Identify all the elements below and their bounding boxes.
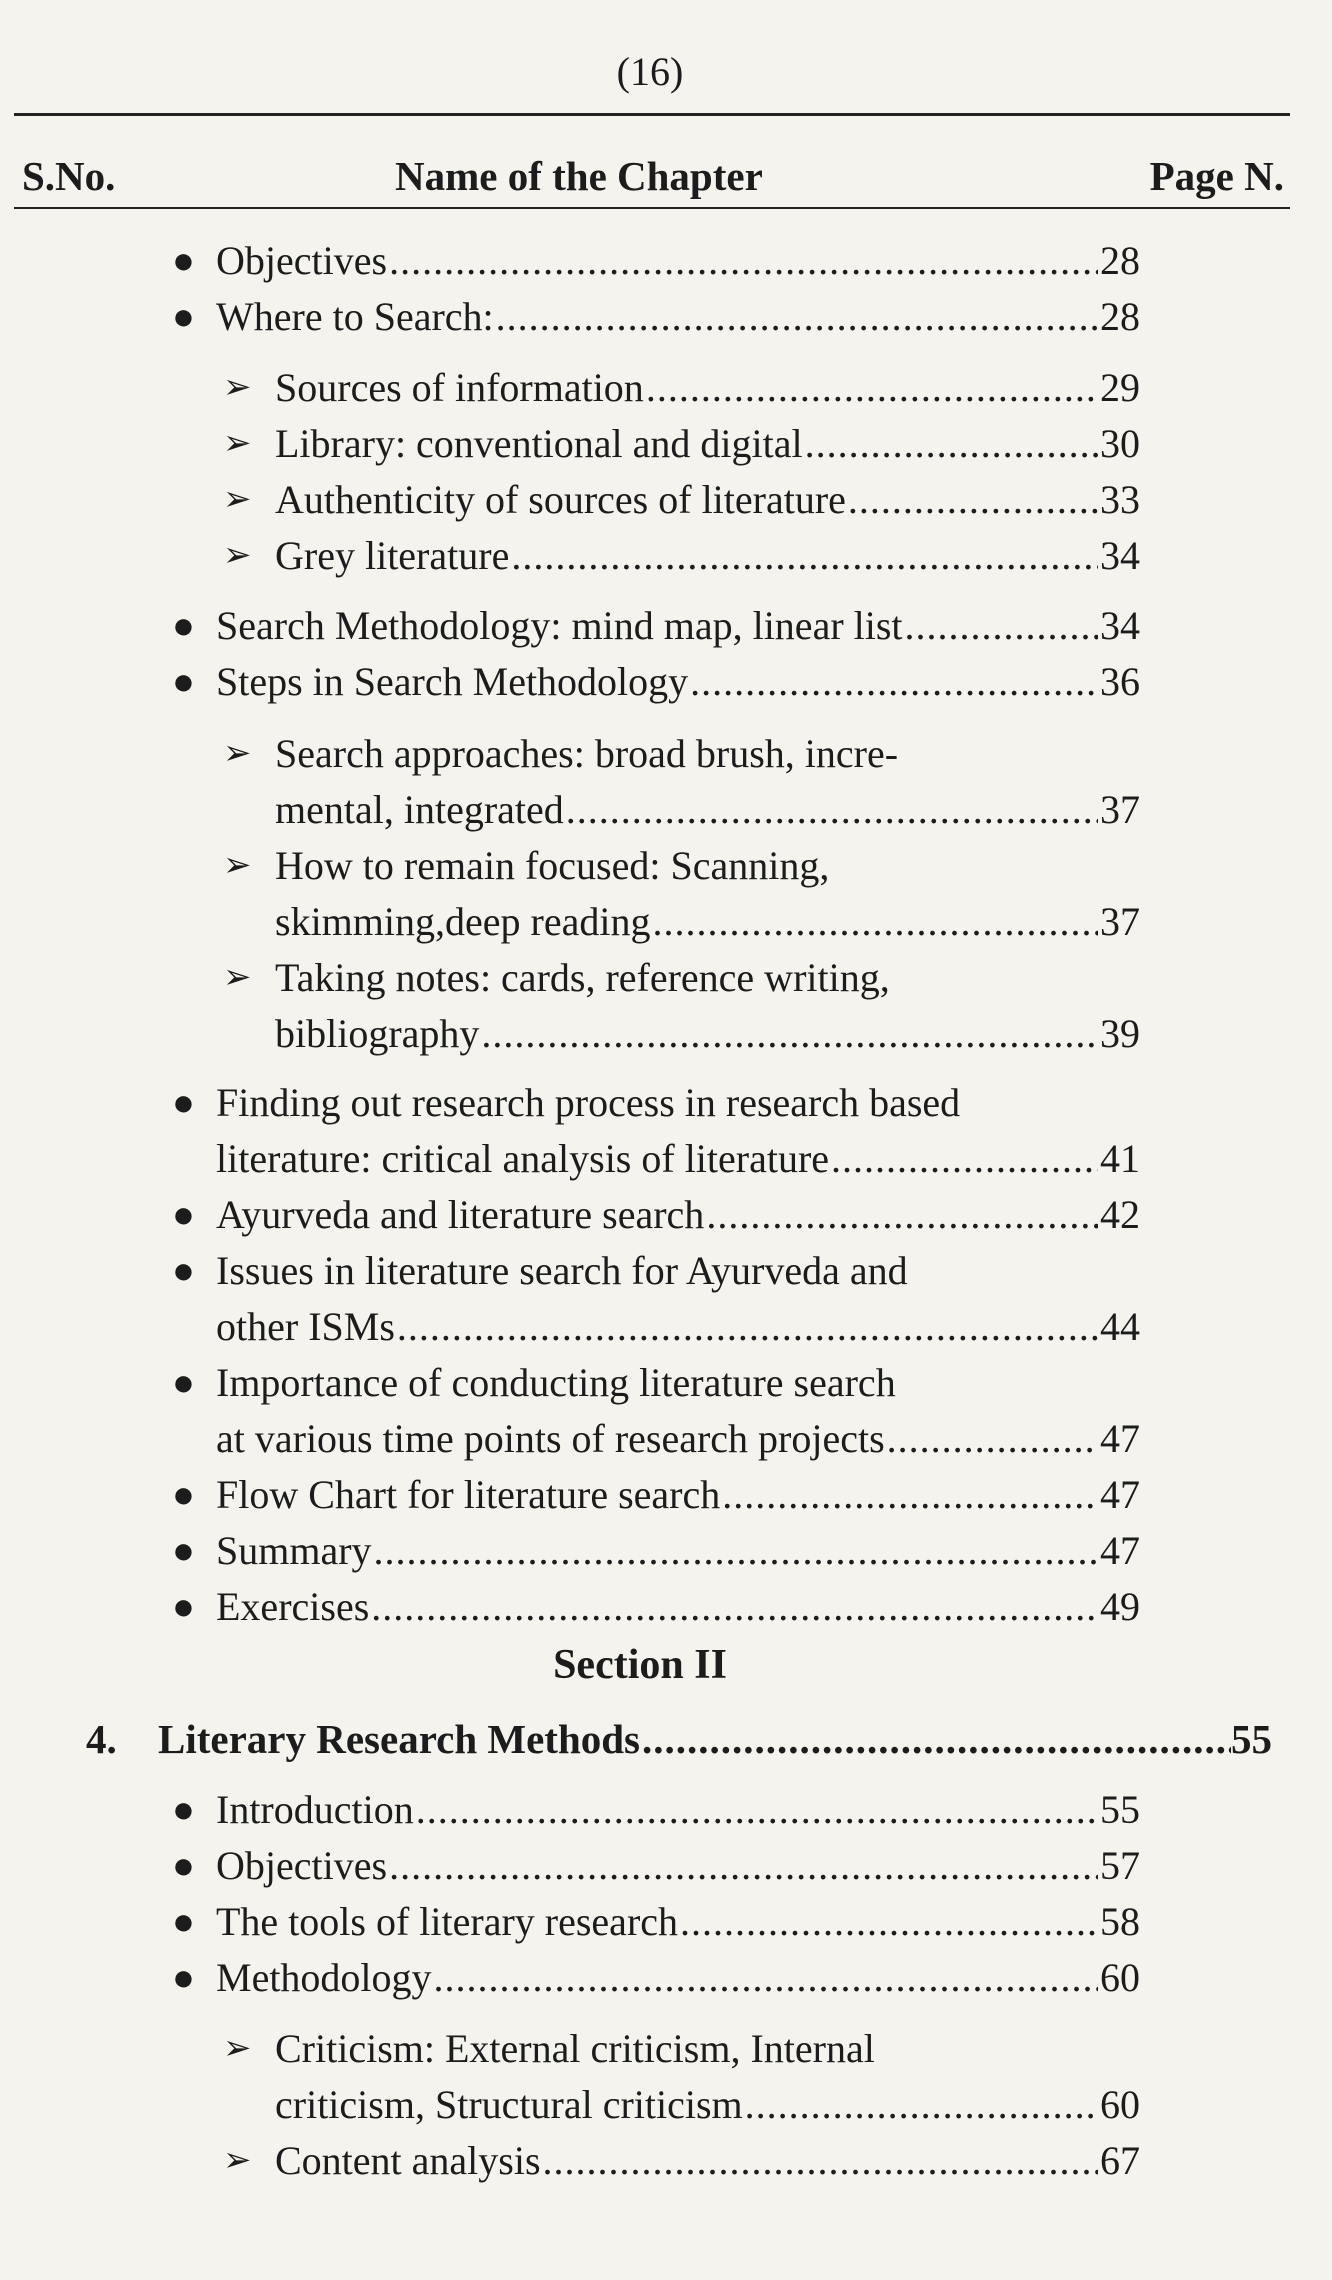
bullet-mark: ● bbox=[172, 1194, 195, 1236]
entry-text: Sources of information bbox=[275, 365, 644, 410]
entry-text: mental, integrated bbox=[275, 787, 564, 832]
entry-page: 34 bbox=[1100, 603, 1140, 648]
bullet-mark: ● bbox=[172, 1474, 195, 1516]
entry-text: skimming,deep reading bbox=[275, 899, 651, 944]
entry-page: 37 bbox=[1100, 787, 1140, 832]
top-rule bbox=[14, 113, 1290, 116]
entry-text: How to remain focused: Scanning, bbox=[275, 843, 830, 888]
entry-page: 28 bbox=[1100, 238, 1140, 283]
toc-entry bbox=[172, 1782, 1140, 1838]
leader-dots bbox=[887, 1411, 1098, 1467]
chapter-title: Literary Research Methods bbox=[158, 1716, 641, 1762]
entry-text: Steps in Search Methodology bbox=[216, 659, 689, 704]
toc-subentry bbox=[223, 2021, 1140, 2133]
toc-entry bbox=[172, 1838, 1140, 1894]
leader-dots bbox=[642, 1711, 1231, 1767]
entry-text: Content analysis bbox=[275, 2138, 541, 2183]
entry-text: The tools of literary research bbox=[216, 1899, 679, 1944]
entry-text: Search Methodology: mind map, linear list bbox=[216, 603, 903, 648]
entry-page: 47 bbox=[1100, 1472, 1140, 1517]
section-heading: Section II bbox=[553, 1642, 727, 1688]
entry-text: Taking notes: cards, reference writing, bbox=[275, 955, 890, 1000]
entry-text: Where to Search: bbox=[216, 294, 494, 339]
leader-dots bbox=[706, 1187, 1098, 1243]
toc-entry bbox=[172, 233, 1140, 289]
entry-text: Authenticity of sources of literature bbox=[275, 477, 846, 522]
entry-text: Search approaches: broad brush, incre- bbox=[275, 731, 899, 776]
leader-dots bbox=[690, 654, 1098, 710]
toc-entry bbox=[172, 1950, 1140, 2006]
entry-text: Exercises bbox=[216, 1584, 370, 1629]
leader-dots bbox=[652, 894, 1098, 950]
entry-text: Ayurveda and literature search bbox=[216, 1192, 705, 1237]
entry-text: Objectives bbox=[216, 1843, 388, 1888]
entry-page: 55 bbox=[1100, 1787, 1140, 1832]
arrow-mark: ➢ bbox=[223, 369, 252, 406]
entry-page: 28 bbox=[1100, 294, 1140, 339]
entry-text: other ISMs bbox=[216, 1304, 395, 1349]
arrow-mark: ➢ bbox=[223, 959, 252, 996]
bullet-mark: ● bbox=[172, 1901, 195, 1943]
bullet-mark: ● bbox=[172, 605, 195, 647]
bullet-mark: ● bbox=[172, 1789, 195, 1831]
bullet-mark: ● bbox=[172, 296, 195, 338]
bullet-mark: ● bbox=[172, 1586, 195, 1628]
entry-page: 49 bbox=[1100, 1584, 1140, 1629]
toc-subentry bbox=[223, 360, 1140, 416]
entry-page: 67 bbox=[1100, 2138, 1140, 2183]
toc-entry bbox=[172, 1579, 1140, 1635]
toc-entry bbox=[172, 289, 1140, 345]
leader-dots bbox=[389, 233, 1098, 289]
entry-page: 30 bbox=[1100, 421, 1140, 466]
bullet-mark: ● bbox=[172, 661, 195, 703]
toc-subentry bbox=[223, 472, 1140, 528]
leader-dots bbox=[389, 1838, 1098, 1894]
chapter-entry bbox=[86, 1711, 1272, 1767]
entry-page: 60 bbox=[1100, 2082, 1140, 2127]
leader-dots bbox=[416, 1782, 1098, 1838]
arrow-mark: ➢ bbox=[223, 2030, 252, 2067]
entry-page: 42 bbox=[1100, 1192, 1140, 1237]
leader-dots bbox=[848, 472, 1098, 528]
leader-dots bbox=[434, 1950, 1098, 2006]
entry-page: 29 bbox=[1100, 365, 1140, 410]
header-rule bbox=[14, 207, 1290, 209]
entry-text: Library: conventional and digital bbox=[275, 421, 803, 466]
leader-dots bbox=[566, 782, 1098, 838]
toc-subentry bbox=[223, 528, 1140, 584]
toc-entry bbox=[172, 1467, 1140, 1523]
leader-dots bbox=[905, 598, 1098, 654]
entry-text: criticism, Structural criticism bbox=[275, 2082, 743, 2127]
leader-dots bbox=[481, 1006, 1098, 1062]
entry-text: Flow Chart for literature search bbox=[216, 1472, 721, 1517]
column-header-name: Name of the Chapter bbox=[395, 153, 763, 199]
entry-page: 47 bbox=[1100, 1416, 1140, 1461]
entry-page: 60 bbox=[1100, 1955, 1140, 2000]
entry-page: 34 bbox=[1100, 533, 1140, 578]
entry-text: literature: critical analysis of literature bbox=[216, 1136, 830, 1181]
entry-page: 57 bbox=[1100, 1843, 1140, 1888]
arrow-mark: ➢ bbox=[223, 2142, 252, 2179]
bullet-mark: ● bbox=[172, 1530, 195, 1572]
leader-dots bbox=[805, 416, 1098, 472]
toc-entry bbox=[172, 1894, 1140, 1950]
arrow-mark: ➢ bbox=[223, 847, 252, 884]
arrow-mark: ➢ bbox=[223, 735, 252, 772]
entry-text: Introduction bbox=[216, 1787, 414, 1832]
entry-text: Summary bbox=[216, 1528, 372, 1573]
entry-page: 41 bbox=[1100, 1136, 1140, 1181]
leader-dots bbox=[745, 2077, 1098, 2133]
toc-entry bbox=[172, 1523, 1140, 1579]
column-header-page: Page N. bbox=[1149, 153, 1284, 199]
entry-text: Importance of conducting literature search bbox=[216, 1360, 896, 1405]
leader-dots bbox=[680, 1894, 1098, 1950]
bullet-mark: ● bbox=[172, 1362, 195, 1404]
entry-text: Objectives bbox=[216, 238, 388, 283]
entry-page: 58 bbox=[1100, 1899, 1140, 1944]
chapter-number: 4. bbox=[86, 1716, 117, 1762]
entry-page: 36 bbox=[1100, 659, 1140, 704]
entry-text: Grey literature bbox=[275, 533, 510, 578]
toc-subentry bbox=[223, 2133, 1140, 2189]
leader-dots bbox=[722, 1467, 1098, 1523]
bullet-mark: ● bbox=[172, 1250, 195, 1292]
entry-text: at various time points of research projects bbox=[216, 1416, 885, 1461]
entry-text: Criticism: External criticism, Internal bbox=[275, 2026, 875, 2071]
toc-subentry bbox=[223, 726, 1140, 838]
toc-entry bbox=[172, 654, 1140, 710]
column-header-sno: S.No. bbox=[22, 153, 116, 199]
leader-dots bbox=[646, 360, 1098, 416]
entry-text: bibliography bbox=[275, 1011, 480, 1056]
toc-subentry bbox=[223, 950, 1140, 1062]
entry-page: 37 bbox=[1100, 899, 1140, 944]
arrow-mark: ➢ bbox=[223, 481, 252, 518]
chapter-page: 55 bbox=[1231, 1716, 1272, 1762]
toc-subentry bbox=[223, 838, 1140, 950]
leader-dots bbox=[831, 1131, 1098, 1187]
bullet-mark: ● bbox=[172, 1957, 195, 1999]
leader-dots bbox=[397, 1299, 1098, 1355]
leader-dots bbox=[543, 2133, 1098, 2189]
bullet-mark: ● bbox=[172, 1082, 195, 1124]
entry-page: 47 bbox=[1100, 1528, 1140, 1573]
toc-entry bbox=[172, 1243, 1140, 1355]
toc-entry bbox=[172, 1355, 1140, 1467]
entry-page: 39 bbox=[1100, 1011, 1140, 1056]
entry-page: 33 bbox=[1100, 477, 1140, 522]
bullet-mark: ● bbox=[172, 1845, 195, 1887]
leader-dots bbox=[374, 1523, 1098, 1579]
toc-entry bbox=[172, 1075, 1140, 1187]
toc-entry bbox=[172, 1187, 1140, 1243]
entry-page: 44 bbox=[1100, 1304, 1140, 1349]
toc-subentry bbox=[223, 416, 1140, 472]
entry-text: Methodology bbox=[216, 1955, 432, 2000]
page-number: (16) bbox=[616, 49, 684, 94]
leader-dots bbox=[511, 528, 1098, 584]
leader-dots bbox=[371, 1579, 1098, 1635]
leader-dots bbox=[496, 289, 1098, 345]
entry-text: Issues in literature search for Ayurveda and bbox=[216, 1248, 908, 1293]
arrow-mark: ➢ bbox=[223, 425, 252, 462]
arrow-mark: ➢ bbox=[223, 537, 252, 574]
bullet-mark: ● bbox=[172, 240, 195, 282]
entry-text: Finding out research process in research based bbox=[216, 1080, 961, 1125]
toc-entry bbox=[172, 598, 1140, 654]
